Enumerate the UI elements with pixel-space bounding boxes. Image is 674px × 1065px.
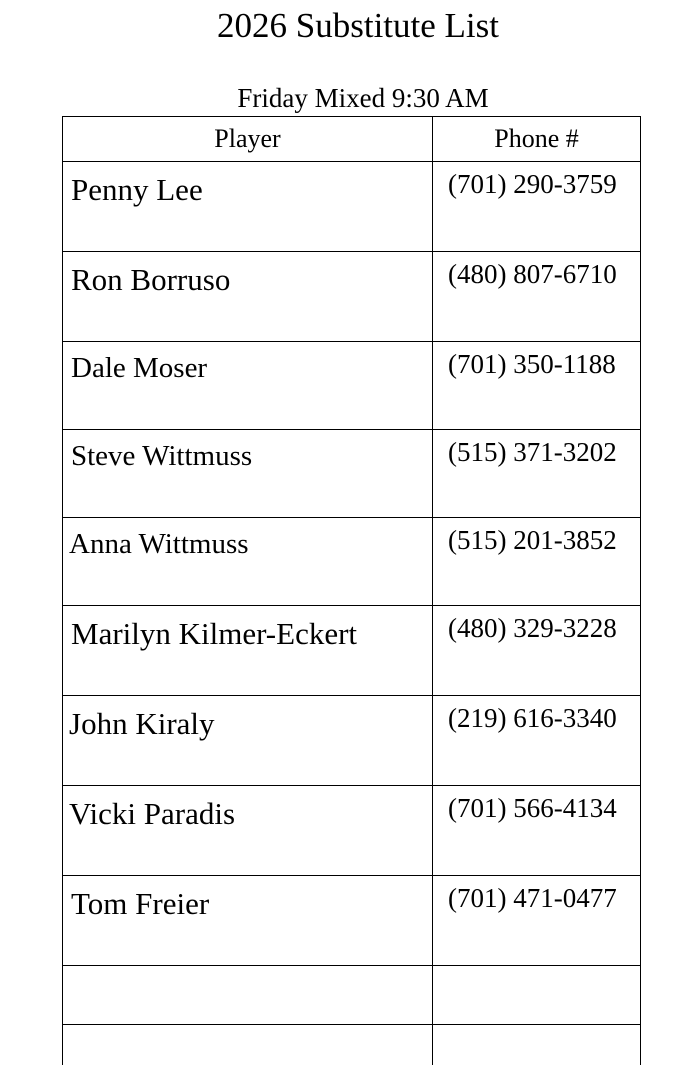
table-row — [63, 786, 641, 876]
column-header-phone: Phone # — [433, 117, 641, 162]
player-name: Tom Freier — [63, 876, 433, 966]
player-name: Dale Moser — [63, 342, 433, 430]
empty-cell — [433, 1025, 641, 1065]
empty-table-row — [63, 1025, 641, 1065]
table-row — [63, 606, 641, 696]
player-phone: (701) 290-3759 — [433, 162, 641, 252]
player-phone: (701) 471-0477 — [433, 876, 641, 966]
player-phone: (701) 566-4134 — [433, 786, 641, 876]
player-phone: (515) 201-3852 — [433, 518, 641, 606]
table-row — [63, 162, 641, 252]
player-name: John Kiraly — [63, 696, 433, 786]
table-row — [63, 252, 641, 342]
table-header-row — [63, 117, 641, 162]
player-phone: (480) 329-3228 — [433, 606, 641, 696]
player-name: Steve Wittmuss — [63, 430, 433, 518]
column-header-player: Player — [63, 117, 433, 162]
player-phone: (480) 807-6710 — [433, 252, 641, 342]
player-name: Vicki Paradis — [63, 786, 433, 876]
substitute-table — [62, 116, 641, 1065]
empty-cell — [433, 966, 641, 1025]
player-phone: (701) 350-1188 — [433, 342, 641, 430]
player-name: Penny Lee — [63, 162, 433, 252]
page-subtitle: Friday Mixed 9:30 AM — [0, 82, 674, 114]
empty-cell — [63, 966, 433, 1025]
player-name: Ron Borruso — [63, 252, 433, 342]
table-row — [63, 518, 641, 606]
page-title: 2026 Substitute List — [0, 4, 674, 48]
table-row — [63, 876, 641, 966]
empty-cell — [63, 1025, 433, 1065]
table-row — [63, 430, 641, 518]
player-name: Marilyn Kilmer-Eckert — [63, 606, 433, 696]
player-phone: (219) 616-3340 — [433, 696, 641, 786]
table-row — [63, 696, 641, 786]
player-name: Anna Wittmuss — [63, 518, 433, 606]
player-phone: (515) 371-3202 — [433, 430, 641, 518]
empty-table-row — [63, 966, 641, 1025]
table-row — [63, 342, 641, 430]
